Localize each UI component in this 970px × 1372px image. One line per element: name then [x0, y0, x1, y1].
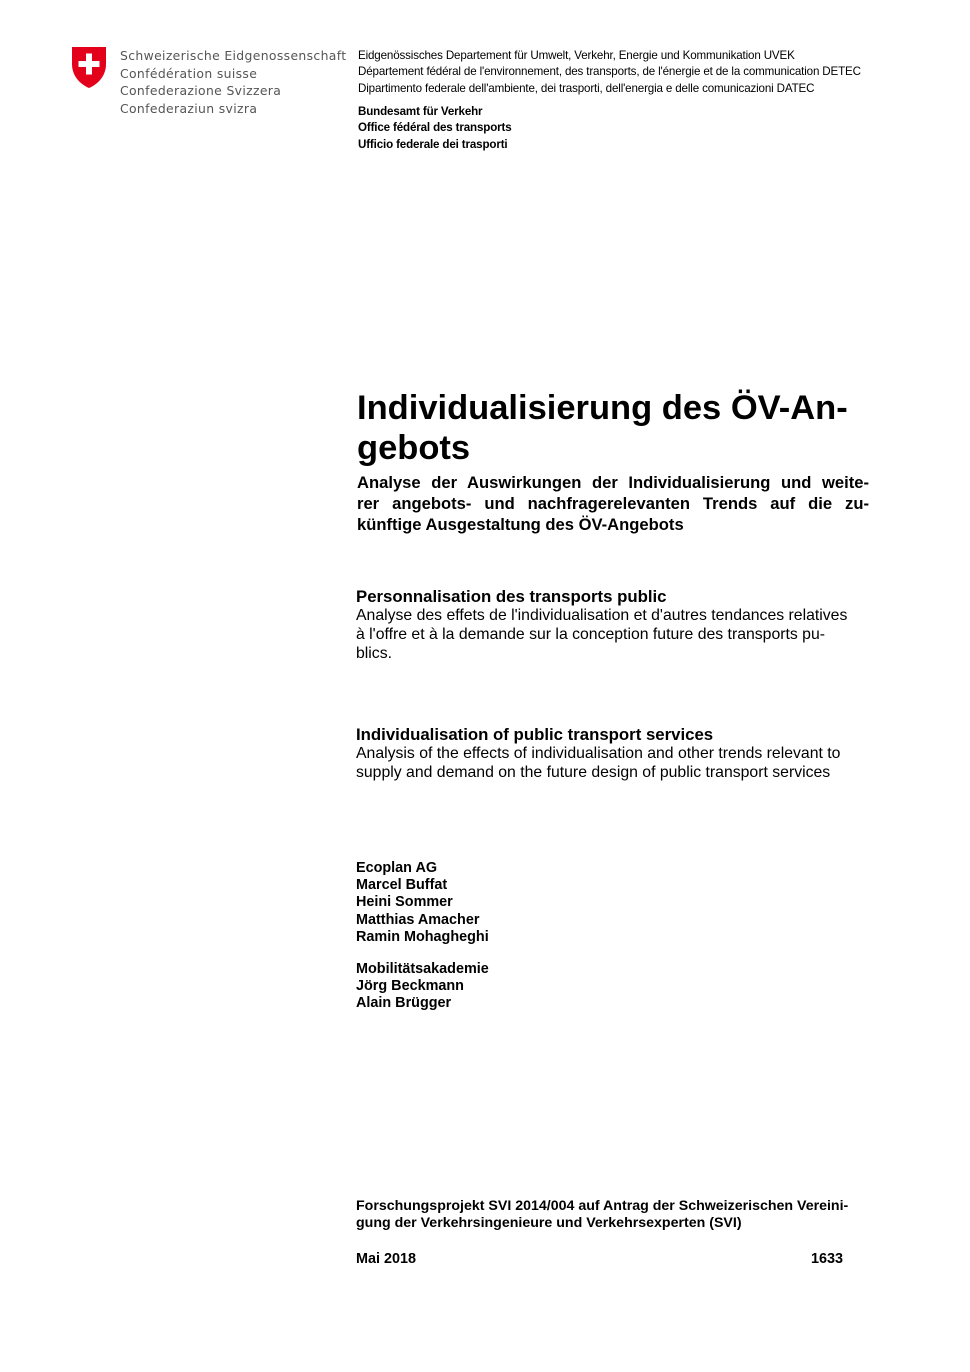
- report-number: 1633: [811, 1251, 844, 1267]
- confederation-names: [120, 47, 346, 117]
- subtitle-line: Analyse der Auswirkungen der Individualisierung und weite-: [357, 473, 869, 492]
- research-project-line: gung der Verkehrsingenieure und Verkehrsexperten (SVI): [356, 1214, 742, 1231]
- french-line: Analyse des effets de l'individualisation et d'autres tendances relatives: [356, 607, 848, 624]
- office-block: [358, 104, 512, 153]
- author-name: Ramin Mohagheghi: [356, 928, 489, 945]
- french-heading: Personnalisation des transports public: [356, 587, 667, 606]
- french-line: à l'offre et à la demande sur la conception future des transports pu-: [356, 625, 826, 643]
- subtitle-line: rer angebots- und nachfragerelevanten Trends auf die zu-: [357, 494, 869, 513]
- department-line-fr: Département fédéral de l'environnement, des transports, de l'énergie et de la communication DETEC: [358, 65, 861, 79]
- document-subtitle: [357, 472, 869, 535]
- author-group-ecoplan: [356, 860, 489, 946]
- english-description: [356, 745, 868, 783]
- english-summary-section: [356, 725, 868, 783]
- french-line: blics.: [356, 644, 392, 662]
- french-description: [356, 607, 868, 663]
- title-line: gebots: [357, 429, 471, 467]
- author-name: Matthias Amacher: [356, 911, 480, 928]
- author-group-mobilitaetsakademie: [356, 961, 489, 1013]
- confederation-name-fr: Confédération suisse: [120, 65, 258, 81]
- swiss-shield-icon: [71, 46, 107, 89]
- department-line-it: Dipartimento federale dell'ambiente, dei trasporti, dell'energia e delle comunicazioni DATEC: [358, 81, 815, 95]
- department-line-de: Eidgenössisches Departement für Umwelt, Verkehr, Energie und Kommunikation UVEK: [358, 49, 795, 62]
- confederation-name-it: Confederazione Svizzera: [120, 83, 282, 99]
- author-name: Alain Brügger: [356, 995, 452, 1012]
- confederation-name-rm: Confederaziun svizra: [120, 100, 258, 116]
- french-summary-section: [356, 587, 868, 663]
- author-organisation: Mobilitätsakademie: [356, 961, 489, 978]
- author-organisation: Ecoplan AG: [356, 860, 438, 876]
- english-line: Analysis of the effects of individualisation and other trends relevant to: [356, 745, 841, 762]
- author-name: Marcel Buffat: [356, 877, 448, 894]
- title-line: Individualisierung des ÖV-An-: [357, 389, 848, 427]
- office-line-it: Ufficio federale dei trasporti: [358, 137, 508, 151]
- office-line-fr: Office fédéral des transports: [358, 121, 512, 135]
- title-block: [357, 388, 869, 535]
- english-heading: Individualisation of public transport services: [356, 725, 714, 744]
- office-line-de: Bundesamt für Verkehr: [358, 105, 483, 118]
- department-block: [358, 48, 861, 97]
- research-project-note: [356, 1198, 868, 1231]
- author-name: Heini Sommer: [356, 894, 453, 911]
- english-line: supply and demand on the future design of public transport services: [356, 763, 831, 781]
- swiss-coat-of-arms-logo: [71, 46, 107, 89]
- author-name: Jörg Beckmann: [356, 978, 464, 995]
- research-project-line: Forschungsprojekt SVI 2014/004 auf Antrag der Schweizerischen Vereini-: [356, 1198, 849, 1214]
- document-title: [357, 388, 869, 468]
- confederation-name-de: Schweizerische Eidgenossenschaft: [120, 48, 347, 63]
- subtitle-line: künftige Ausgestaltung des ÖV-Angebots: [357, 515, 684, 534]
- publication-date: Mai 2018: [356, 1251, 417, 1267]
- authors-block: [356, 860, 489, 1013]
